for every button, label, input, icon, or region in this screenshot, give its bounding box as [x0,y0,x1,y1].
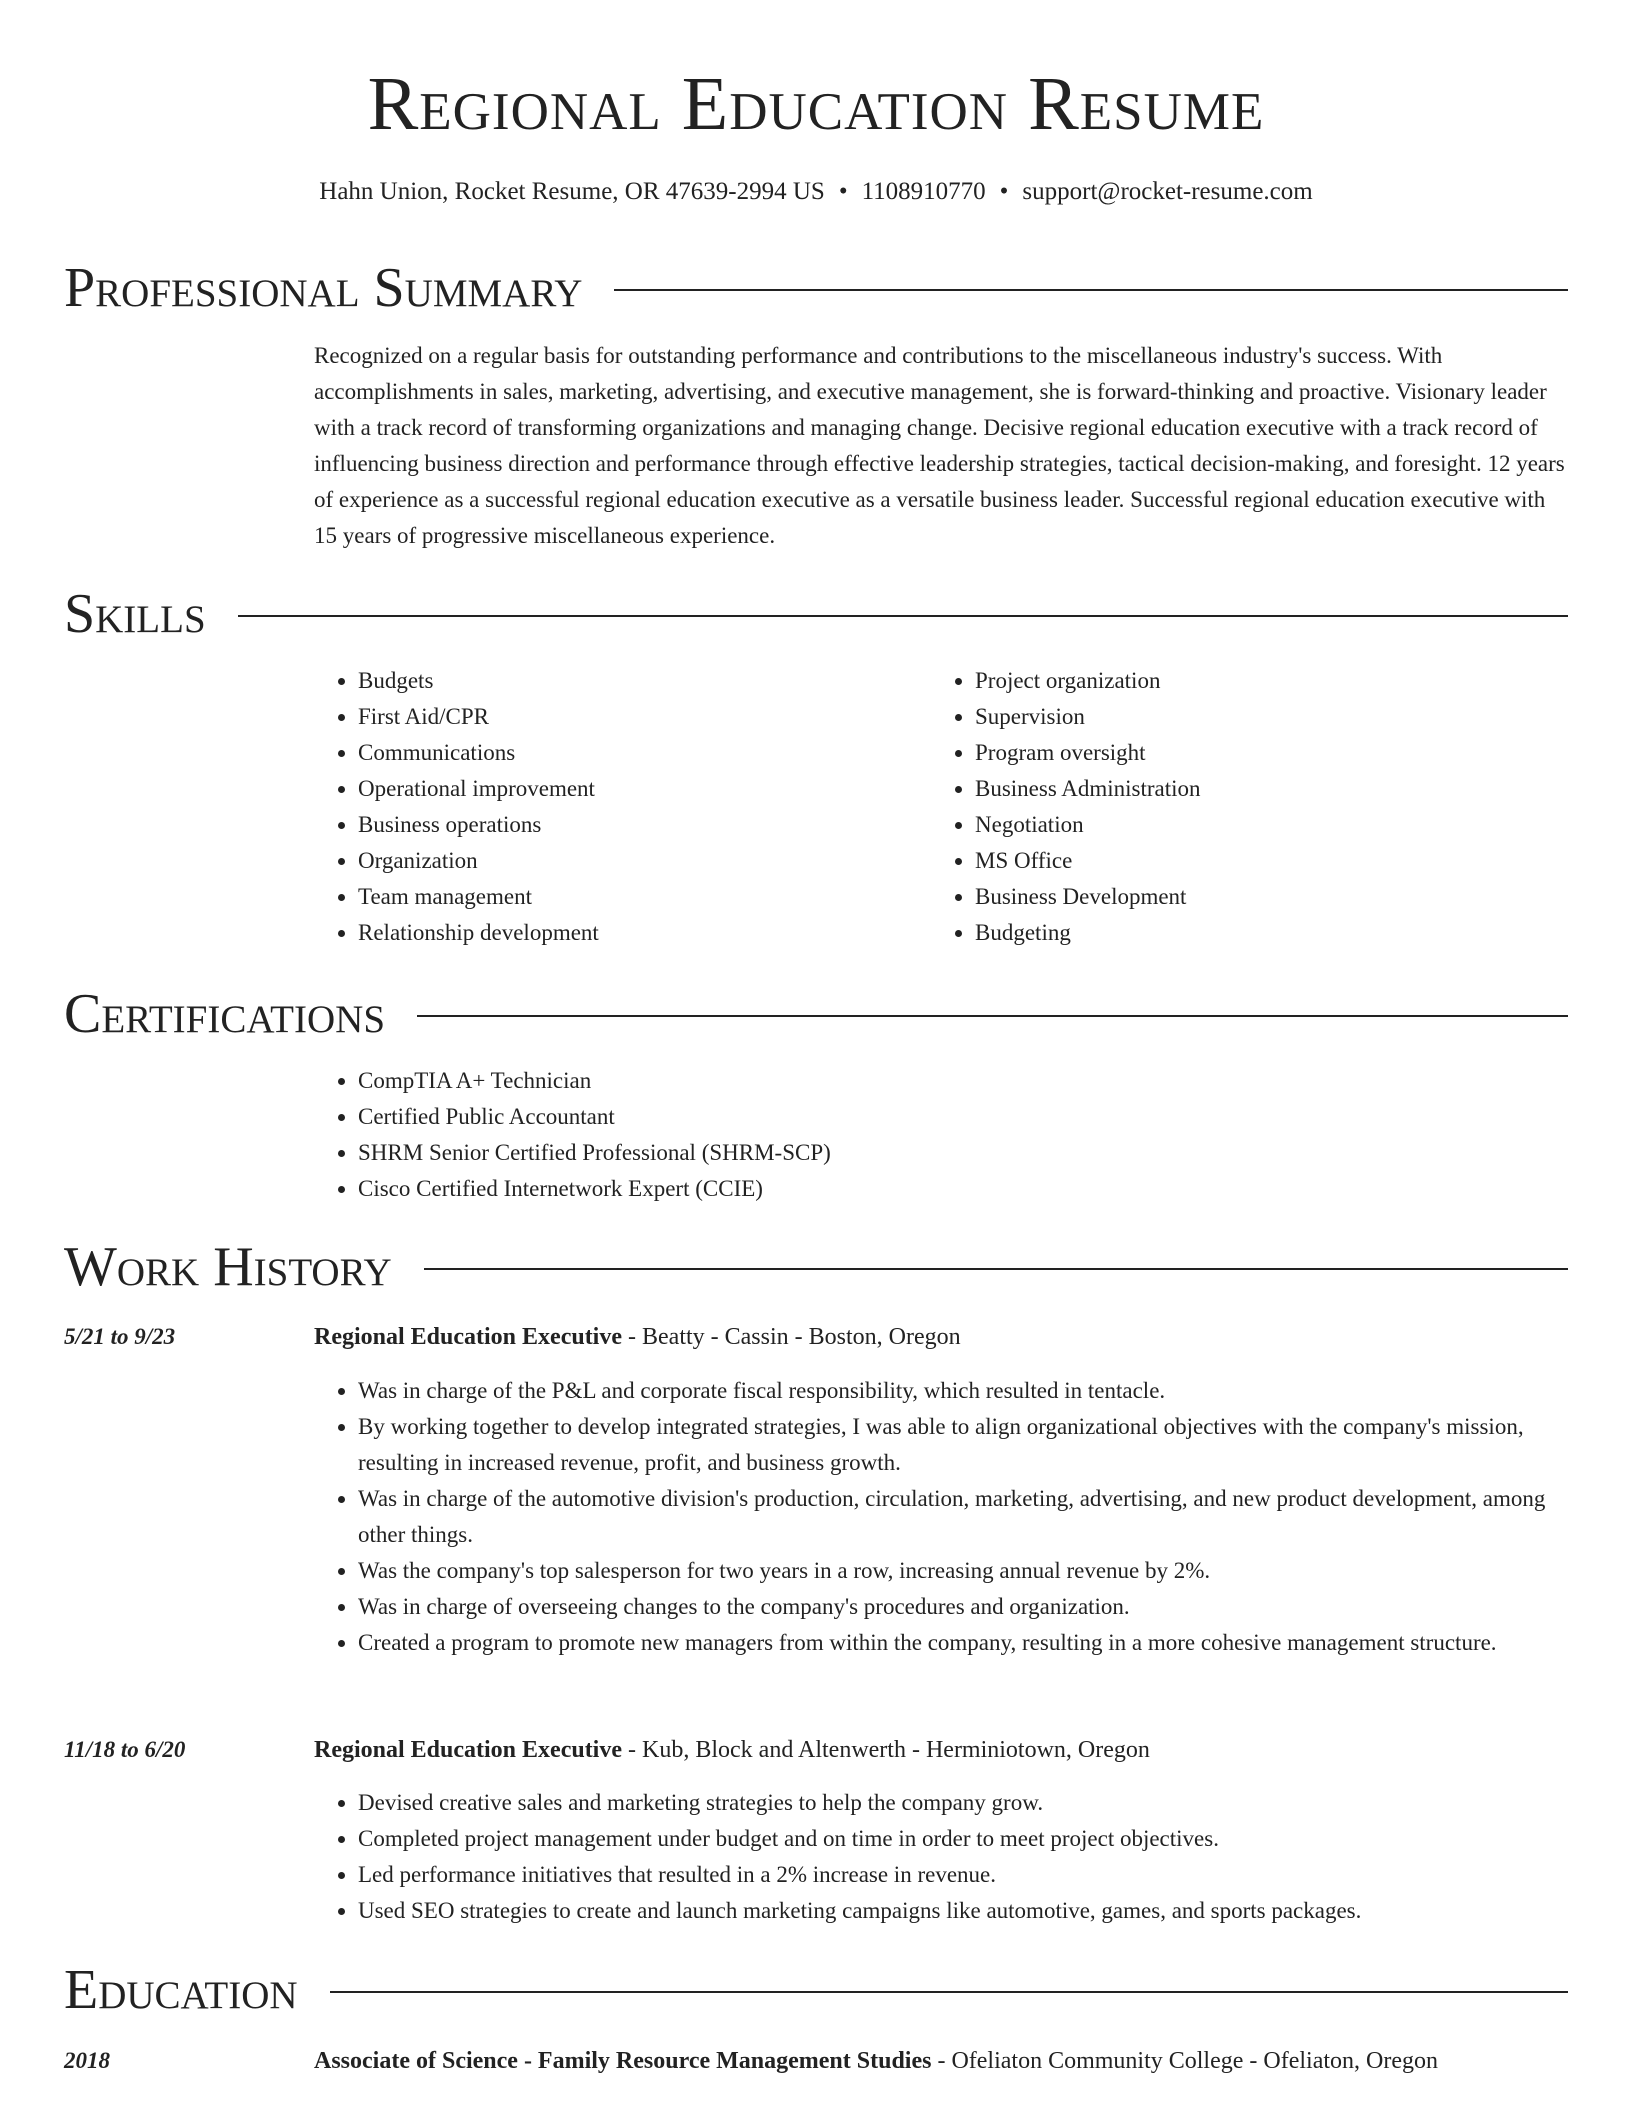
skill-item: • Negotiation [975,807,1531,843]
skill-item: • Operational improvement [358,771,914,807]
skill-item: • Organization [358,843,914,879]
skills-right-column [931,663,1531,951]
skills-section-header [64,582,1568,646]
job-title: Regional Education Executive [314,1737,623,1763]
job-employer: - Beatty - Cassin - Boston, Oregon [622,1324,961,1350]
job-bullet: • Was in charge of overseeing changes to the company's procedures and organization. [358,1589,1568,1625]
contact-separator: • [838,178,848,205]
section-divider [614,289,1568,291]
job-heading [314,1732,1568,1768]
skill-item: • MS Office [975,843,1531,879]
skill-item: • Relationship development [358,915,914,951]
resume-name: Regional Education Resume [367,62,1265,146]
job-bullet: • Created a program to promote new managers from within the company, resulting in a more cohesive management structure. [358,1625,1568,1661]
skill-item: • First Aid/CPR [358,699,914,735]
contact-separator: • [999,178,1009,205]
section-divider [330,1991,1568,1993]
skill-item: • Business Administration [975,771,1531,807]
certification-item: • Certified Public Accountant [358,1099,831,1135]
job-bullet: • Was in charge of the automotive division's production, circulation, marketing, advertising, and new product development, among other things. [358,1481,1568,1553]
certification-item: • Cisco Certified Internetwork Expert (CCIE) [358,1171,831,1207]
work-heading: Work History [64,1236,392,1298]
certifications-section-header [64,982,1568,1046]
job-bullets [314,1785,1568,1929]
job-bullet: • Used SEO strategies to create and launch marketing campaigns like automotive, games, and sports packages. [358,1893,1568,1929]
summary-text: Recognized on a regular basis for outstanding performance and contributions to the miscellaneous industry's success. With accomplishments in sales, marketing, advertising, and executive management, she is forward-thinking and proactive. Visionary leader with a track record of transforming organizations and managing change. Decisive regional education executive with a track record of influencing business direction and performance through effective leadership strategies, tactical decision-making, and foresight. 12 years of experience as a successful regional education executive as a versatile business leader. Successful regional education executive with 15 years of progressive miscellaneous experience. [314,343,1565,548]
job-bullet: • By working together to develop integrated strategies, I was able to align organizational objectives with the company's mission, resulting in increased revenue, profit, and business growth. [358,1409,1568,1481]
skill-item: • Business Development [975,879,1531,915]
certifications-list [314,1063,831,1207]
job-bullet: • Was the company's top salesperson for two years in a row, increasing annual revenue by 2%. [358,1553,1568,1589]
skill-item: • Project organization [975,663,1531,699]
skill-item: • Budgets [358,663,914,699]
job-bullet: • Led performance initiatives that resulted in a 2% increase in revenue. [358,1857,1568,1893]
education-degree: Associate of Science - Family Resource Management Studies [314,2048,932,2074]
section-divider [238,615,1568,617]
job-bullets [314,1373,1568,1661]
job-dates: 5/21 to 9/23 [64,1324,176,1349]
contact-address: Hahn Union, Rocket Resume, OR 47639-2994 US [319,178,825,205]
skills-heading: Skills [64,583,206,645]
skill-item: • Program oversight [975,735,1531,771]
skill-item: • Team management [358,879,914,915]
job-bullet: • Completed project management under budget and on time in order to meet project objectives. [358,1821,1568,1857]
summary-section-header [64,256,1568,320]
education-school: - Ofeliaton Community College - Ofeliaton, Oregon [931,2048,1439,2074]
skill-item: • Budgeting [975,915,1531,951]
certification-item: • SHRM Senior Certified Professional (SHRM-SCP) [358,1135,831,1171]
job-employer: - Kub, Block and Altenwerth - Herminiotown, Oregon [622,1737,1150,1763]
certifications-heading: Certifications [64,983,386,1045]
education-year: 2018 [64,2048,110,2073]
work-section-header [64,1235,1568,1299]
education-section-header [64,1958,1568,2022]
education-heading: Education [64,1959,298,2021]
contact-line [0,175,1632,209]
section-divider [417,1015,1568,1017]
education-entry [314,2043,1568,2079]
job-bullet: • Devised creative sales and marketing strategies to help the company grow. [358,1785,1568,1821]
contact-phone: 1108910770 [861,178,986,205]
job-heading [314,1319,1568,1355]
job-bullet: • Was in charge of the P&L and corporate fiscal responsibility, which resulted in tentacle. [358,1373,1568,1409]
job-dates: 11/18 to 6/20 [64,1737,186,1762]
skills-left-column [314,663,914,951]
summary-heading: Professional Summary [64,257,583,319]
section-divider [424,1268,1568,1270]
skill-item: • Business operations [358,807,914,843]
certification-item: • CompTIA A+ Technician [358,1063,831,1099]
job-title: Regional Education Executive [314,1324,623,1350]
skill-item: • Communications [358,735,914,771]
contact-email: support@rocket-resume.com [1022,178,1313,205]
skill-item: • Supervision [975,699,1531,735]
